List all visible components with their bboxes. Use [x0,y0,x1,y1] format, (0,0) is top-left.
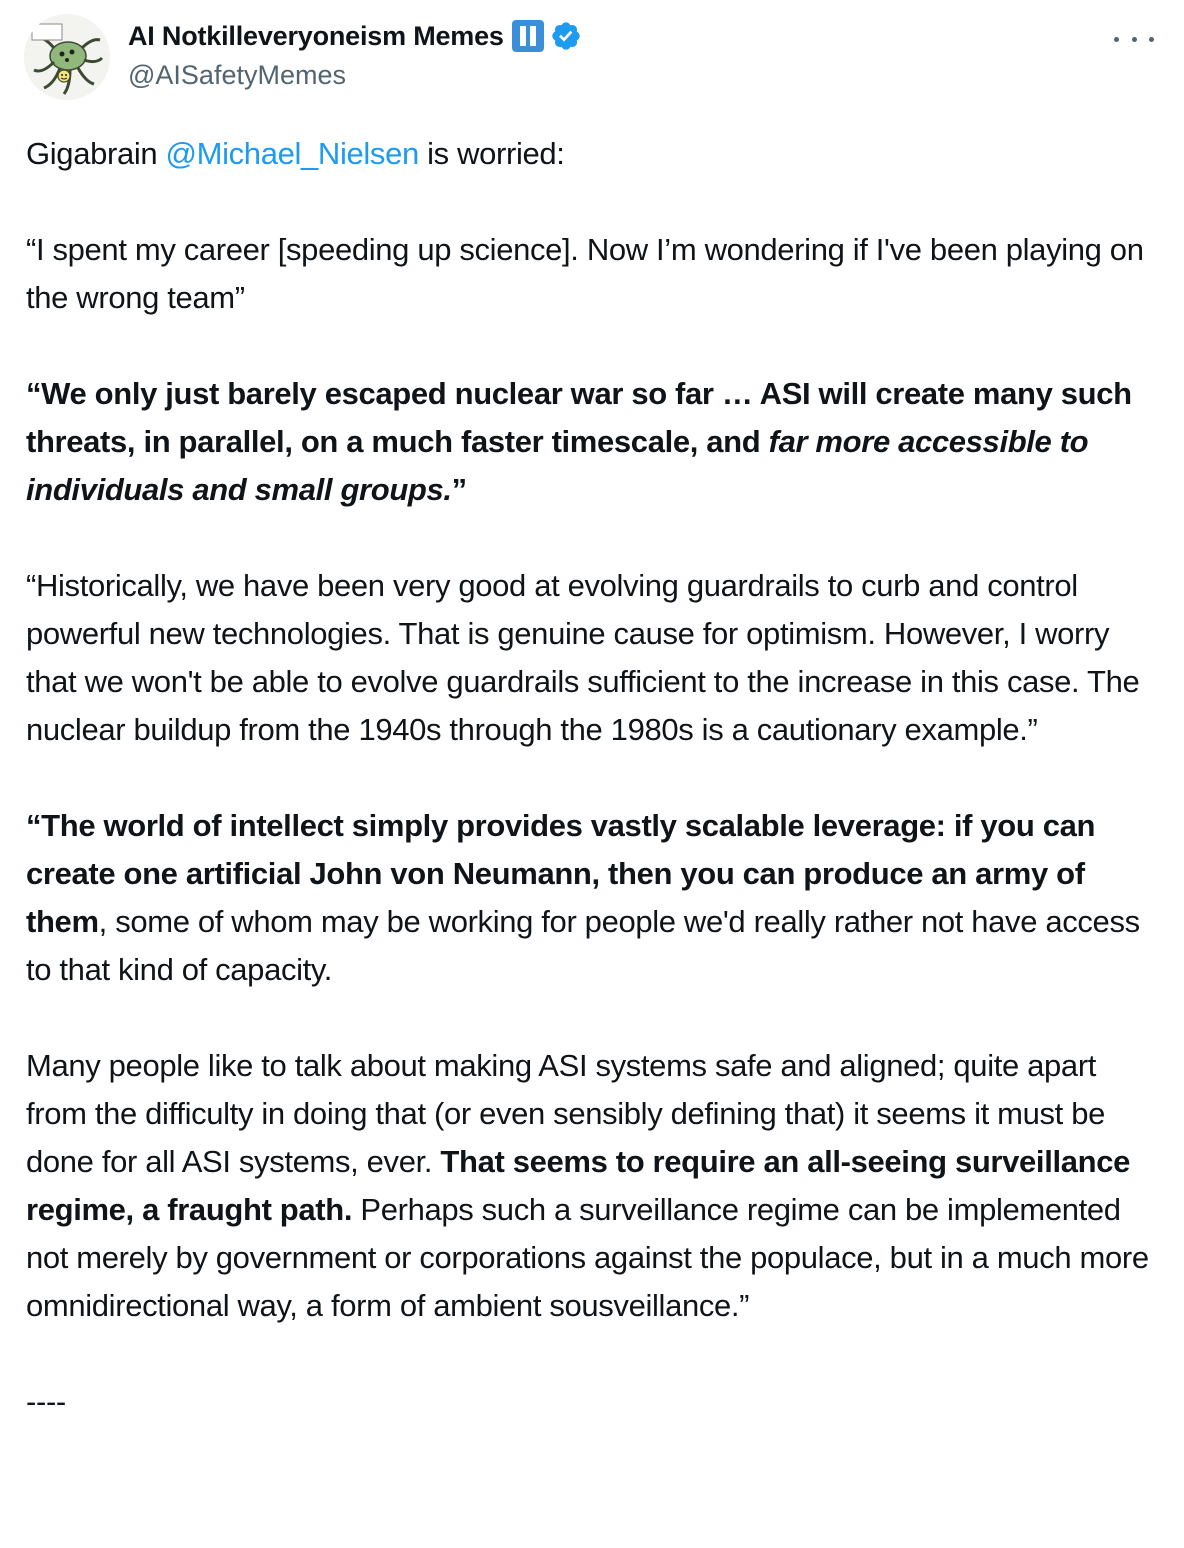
display-name-row [128,18,582,54]
tweet-header [24,14,1160,104]
avatar-monster-drawing-icon [24,14,110,100]
paragraph-1: Gigabrain @Michael_Nielsen is worried: [26,136,565,171]
separator-line: ---- [26,1384,66,1419]
paragraph-4: “Historically, we have been very good at evolving guardrails to curb and control powerful new technologies. That is genuine cause for optimism. However, I worry that we won't be able to evolve guardrails sufficient to the increase in this case. The nuclear buildup from the 1940s through the 1980s is a cautionary example.” [26,568,1140,747]
more-options-icon[interactable] [1114,24,1154,54]
author-handle[interactable]: @AISafetyMemes [128,60,346,90]
verified-badge-icon[interactable] [550,20,582,52]
tweet-text [26,130,1160,1426]
paragraph-3: “We only just barely escaped nuclear war so far … ASI will create many such threats, in parallel, on a much faster timescale, and far more accessible to individuals and small groups.” [26,376,1132,507]
pause-icon [512,20,544,52]
paragraph-6: Many people like to talk about making ASI systems safe and aligned; quite apart from the difficulty in doing that (or even sensibly defining that) it seems it must be done for all ASI systems, ever. That seems to require an all-seeing surveillance regime, a fraught path. Perhaps such a surveillance regime can be implemented not merely by government or corporations against the populace, but in a much more omnidirectional way, a form of ambient sousveillance.” [26,1048,1149,1323]
paragraph-2: “I spent my career [speeding up science]. Now I’m wondering if I've been playing on the wrong team” [26,232,1144,315]
mention-link[interactable]: @Michael_Nielsen [165,136,419,171]
display-name[interactable]: AI Notkilleveryoneism Memes [128,20,504,51]
avatar[interactable] [24,14,110,100]
author-names [128,18,582,91]
paragraph-5: “The world of intellect simply provides vastly scalable leverage: if you can create one artificial John von Neumann, then you can produce an army of them, some of whom may be working for people we'd really rather not have access to that kind of capacity. [26,808,1140,987]
